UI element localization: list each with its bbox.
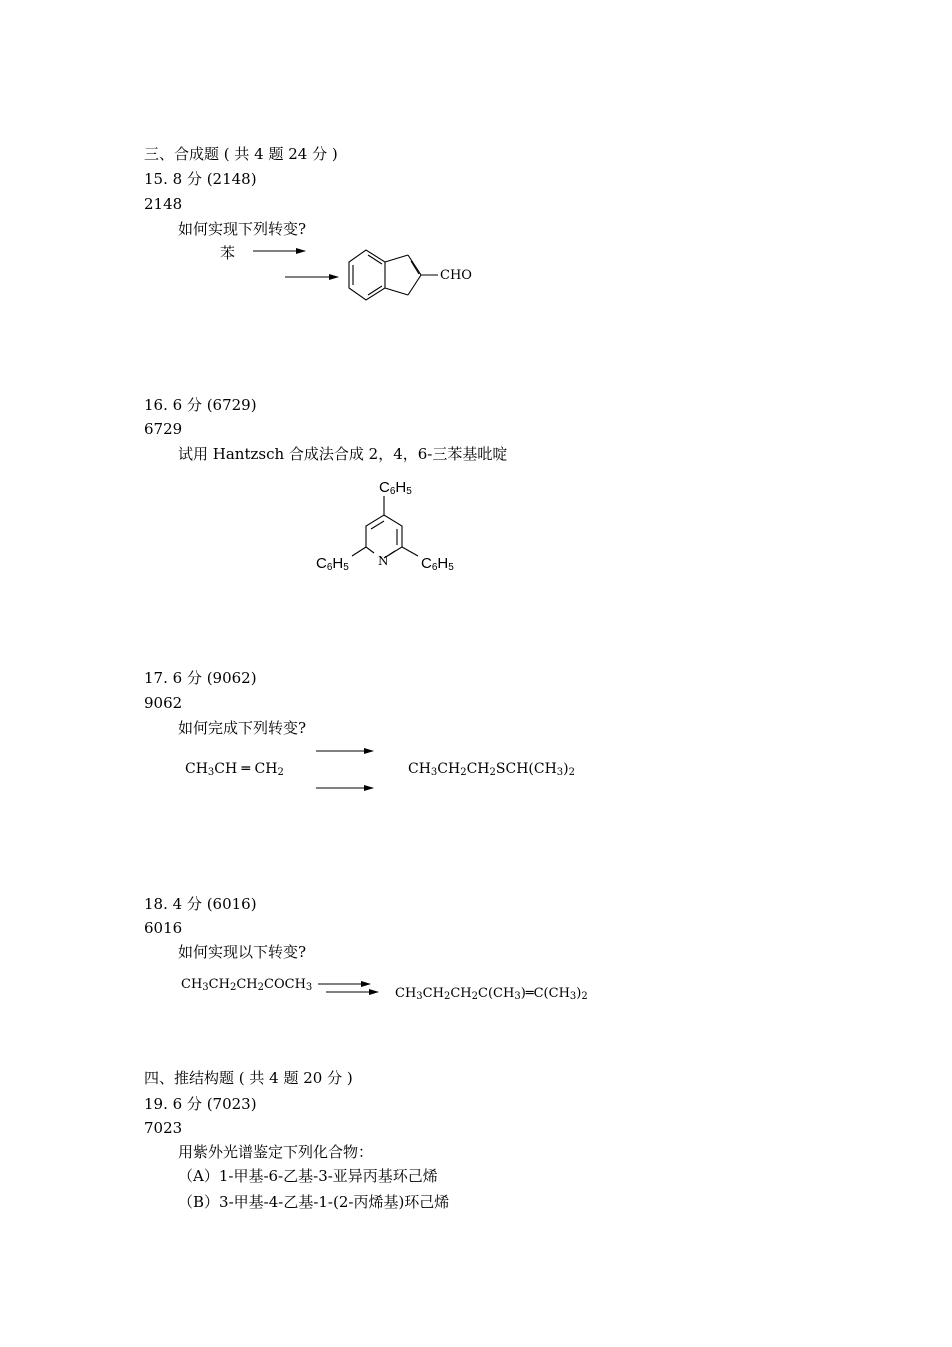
substituent-top: $C_6H_5$ [379, 479, 412, 497]
question-header: 18. 4 分 (6016) [144, 895, 257, 913]
substituent-right: $C_6H_5$ [421, 555, 454, 573]
question-prompt: 试用 Hantzsch 合成法合成 2，4，6-三苯基吡啶 [178, 445, 508, 463]
question-prompt: 用紫外光谱鉴定下列化合物： [178, 1143, 374, 1161]
question-code: 6016 [144, 919, 183, 937]
question-prompt: 如何完成下列转变? [178, 719, 307, 737]
question-prompt: 如何实现下列转变? [178, 220, 307, 238]
reactant-label: 苯 [220, 244, 236, 262]
question-header: 19. 6 分 (7023) [144, 1095, 257, 1113]
question-code: 7023 [144, 1119, 183, 1137]
question-header: 16. 6 分 (6729) [144, 396, 257, 414]
nitrogen-atom: N [378, 554, 389, 568]
indene-structure [349, 250, 438, 300]
section-title: 三、合成题 ( 共 4 题 24 分 ) [144, 145, 338, 163]
reactant-formula: $CH_3CH_2CH_2COCH_3$ [181, 977, 313, 993]
reactant-formula: $CH_3CH$ ═ $CH_2$ [185, 761, 284, 778]
substituent-left: $C_6H_5$ [316, 555, 349, 573]
question-header: 17. 6 分 (9062) [144, 669, 257, 687]
option-b: （B）3-甲基-4-乙基-1-(2-丙烯基)环己烯 [178, 1193, 450, 1211]
question-prompt: 如何实现以下转变? [178, 943, 307, 961]
question-code: 6729 [144, 420, 183, 438]
product-formula: $CH_3CH_2CH_2C(CH_3)═C(CH_3)_2$ [395, 986, 588, 1002]
product-formula: $CH_3CH_2CH_2SCH(CH_3)_2$ [408, 761, 576, 778]
option-a: （A）1-甲基-6-乙基-3-亚异丙基环己烯 [178, 1167, 438, 1185]
pyridine-structure [352, 496, 418, 558]
question-code: 9062 [144, 694, 183, 712]
question-header: 15. 8 分 (2148) [144, 170, 257, 188]
section-title: 四、推结构题 ( 共 4 题 20 分 ) [144, 1069, 353, 1087]
question-code: 2148 [144, 195, 183, 213]
substituent-label: CHO [440, 268, 472, 283]
